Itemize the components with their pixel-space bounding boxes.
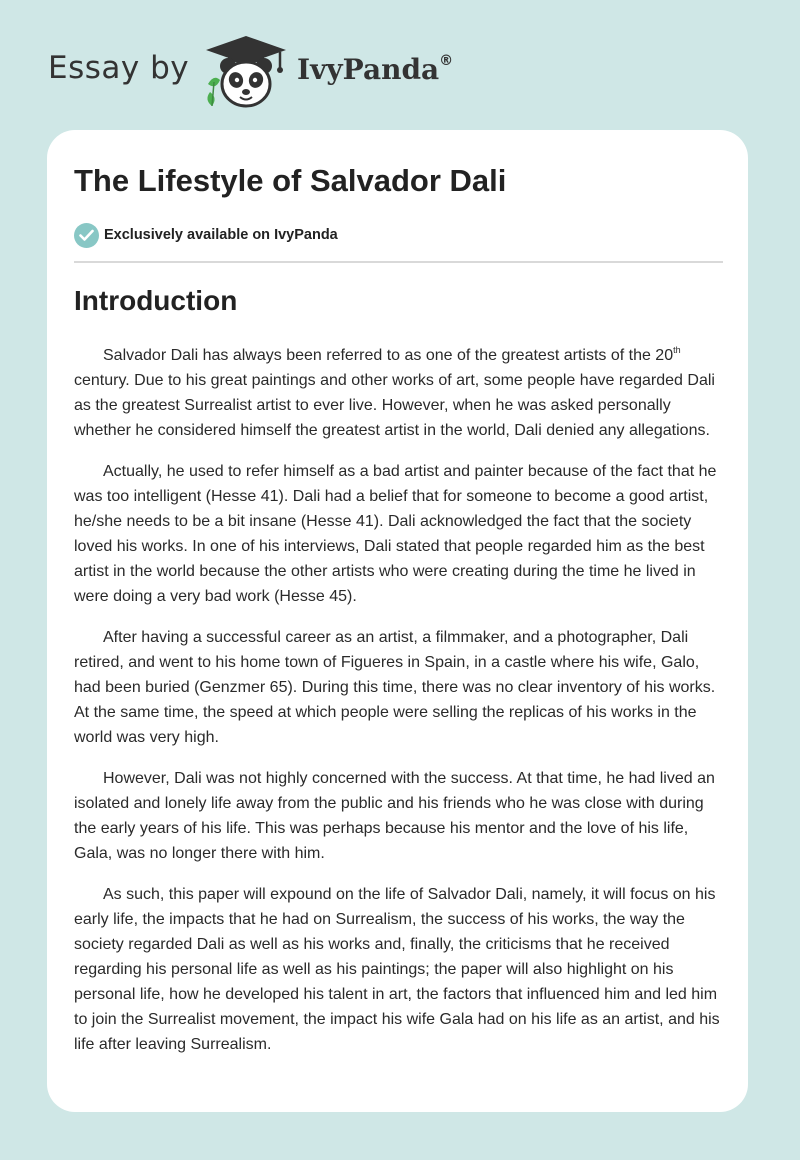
paragraph-text: Salvador Dali has always been referred to as one of the greatest artists of the 20: [103, 347, 674, 364]
paragraph: [74, 343, 726, 443]
panda-logo-icon[interactable]: [200, 34, 292, 110]
section-heading: Introduction: [74, 285, 238, 316]
paragraph-text: century. Due to his great paintings and other works of art, some people have regarded Dali as the greatest Surrealist artist to ever live. However, when he was asked personally whether he considered himself the greatest artist in the world, Dali denied any allegations.: [74, 372, 715, 439]
check-circle-icon: [74, 223, 99, 248]
article-card: [47, 130, 748, 1112]
paragraph: Actually, he used to refer himself as a bad artist and painter because of the fact that he was too intelligent (Hesse 41). Dali had a belief that for someone to become a good artist, he/she needs to be a bit insane (Hesse 41). Dali acknowledged the fact that the society loved his works. In one of his interviews, Dali stated that people regarded him as the best artist in the world because the other artists who were creating during the time he lived in were doing a very bad work (Hesse 45).: [74, 463, 717, 605]
brand-text: IvyPanda: [297, 53, 440, 86]
badge-label: Exclusively available on IvyPanda: [104, 227, 338, 243]
paragraph: As such, this paper will expound on the life of Salvador Dali, namely, it will focus on his early life, the impacts that he had on Surrealism, the success of his works, the way the society regarded Dali as well as his works and, finally, the criticisms that he received regarding his personal life as well as his paintings; the paper will also highlight on his personal life, how he developed his talent in art, the factors that influenced him and led him to join the Surrealist movement, the impact his wife Gala had on his life as an artist, and his life after leaving Surrealism.: [74, 886, 720, 1053]
brand-name: [297, 53, 453, 86]
essay-by-label: Essay by: [48, 50, 190, 86]
site-header: [0, 0, 800, 120]
divider: [74, 261, 723, 263]
paragraph: After having a successful career as an artist, a filmmaker, and a photographer, Dali retired, and went to his home town of Figueres in Spain, in a castle where his wife, Galo, had been buried (Genzmer 65). During this time, there was no clear inventory of his works. At the same time, the speed at which people were selling the replicas of his works in the world was very high.: [74, 629, 716, 746]
article-body: [74, 343, 726, 1073]
page-title: The Lifestyle of Salvador Dali: [74, 163, 507, 198]
ordinal-suffix: th: [673, 345, 681, 355]
registered-mark: ®: [439, 52, 454, 69]
exclusive-badge: [74, 222, 338, 248]
paragraph: However, Dali was not highly concerned with the success. At that time, he had lived an isolated and lonely life away from the public and his friends who he was close with during the early years of his life. This was perhaps because his mentor and the love of his life, Gala, was no longer there with him.: [74, 770, 715, 862]
